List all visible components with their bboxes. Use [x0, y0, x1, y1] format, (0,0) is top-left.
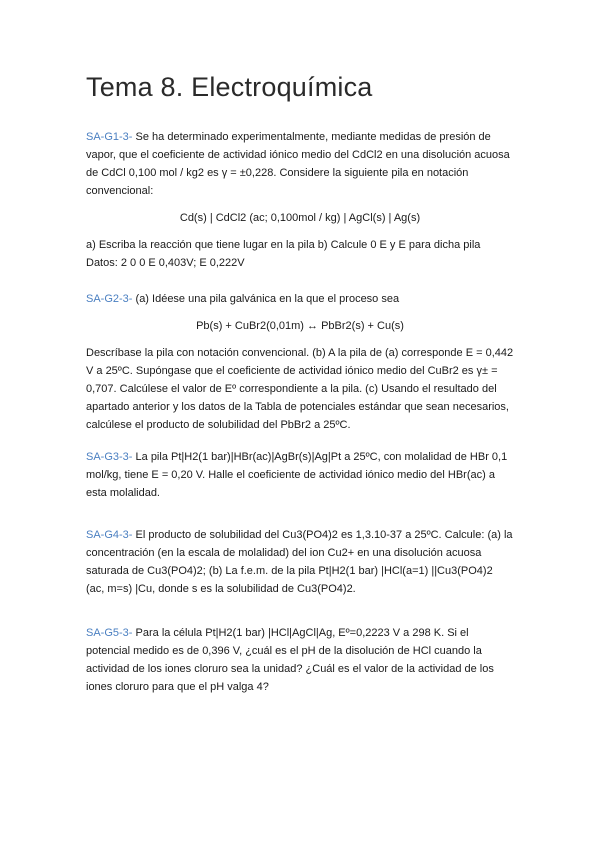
problem-statement: [86, 624, 514, 696]
reaction-equation: Pb(s) + CuBr2(0,01m) ↔ PbBr2(s) + Cu(s): [196, 320, 404, 332]
problem-text: Se ha determinado experimentalmente, mediante medidas de presión de vapor, que el coeficiente de actividad iónico medio del CdCl2 en una disolución acuosa de CdCl 0,100 mol / kg2 es γ = ±0,228. Considere la siguiente pila en notación convencional:: [86, 131, 510, 197]
problem-code: SA-G2-3-: [86, 293, 133, 305]
problem-questions: Descríbase la pila con notación convencional. (b) A la pila de (a) corresponde E = 0,442 V a 25ºC. Supóngase que el coeficiente de actividad iónico medio del CuBr2 es γ± = 0,707. Calcúlese el valor de Eº correspondiente a la pila. (c) Usando el resultado del apartado anterior y los datos de la Tabla de potenciales estándar que sean necesarios, calcúlese el producto de solubilidad del PbBr2 a 25ºC.: [86, 347, 514, 431]
problem-questions: a) Escriba la reacción que tiene lugar en la pila b) Calcule 0 E y E para dicha pila Datos: 2 0 0 E 0,403V; E 0,222V: [86, 239, 481, 269]
problem-text: La pila Pt|H2(1 bar)|HBr(ac)|AgBr(s)|Ag|Pt a 25ºC, con molalidad de HBr 0,1 mol/kg, tiene E = 0,20 V. Halle el coeficiente de actividad iónico medio del HBr(ac) a esta molalidad.: [86, 451, 508, 499]
problem-sa-g1-3: [86, 128, 514, 272]
problem-sa-g2-3: [86, 290, 514, 434]
problem-sa-g3-3: [86, 448, 514, 502]
problem-statement: [86, 448, 514, 502]
problem-statement: [86, 290, 514, 308]
page-title: Tema 8. Electroquímica: [86, 72, 373, 102]
problem-text: El producto de solubilidad del Cu3(PO4)2 es 1,3.10-37 a 25ºC. Calcule: (a) la concentración (en la escala de molalidad) del ion Cu2+ en una disolución acuosa saturada de Cu3(PO4)2; (b) La f.e.m. de la pila Pt|H2(1 bar) |HCl(a=1) ||Cu3(PO4)2 (ac, m=s) |Cu, donde s es la solubilidad de Cu3(PO4)2.: [86, 529, 513, 595]
problem-text: (a) Idéese una pila galvánica en la que el proceso sea: [132, 293, 400, 305]
problem-code: SA-G5-3-: [86, 627, 133, 639]
problem-code: SA-G3-3-: [86, 451, 133, 463]
problem-statement: [86, 128, 514, 200]
problem-code: SA-G4-3-: [86, 529, 133, 541]
problem-sa-g4-3: [86, 526, 514, 598]
cell-equation: Cd(s) | CdCl2 (ac; 0,100mol / kg) | AgCl(s) | Ag(s): [179, 212, 421, 224]
problem-code: SA-G1-3-: [86, 131, 133, 143]
problem-text: Para la célula Pt|H2(1 bar) |HCl|AgCl|Ag, Eº=0,2223 V a 298 K. Si el potencial medido es de 0,396 V, ¿cuál es el pH de la disolución de HCl cuando la actividad de los iones cloruro sea la unidad? ¿Cuál es el valor de la actividad de los iones cloruro para que el pH valga 4?: [86, 627, 494, 693]
problem-sa-g5-3: [86, 624, 514, 696]
problem-statement: [86, 526, 514, 598]
